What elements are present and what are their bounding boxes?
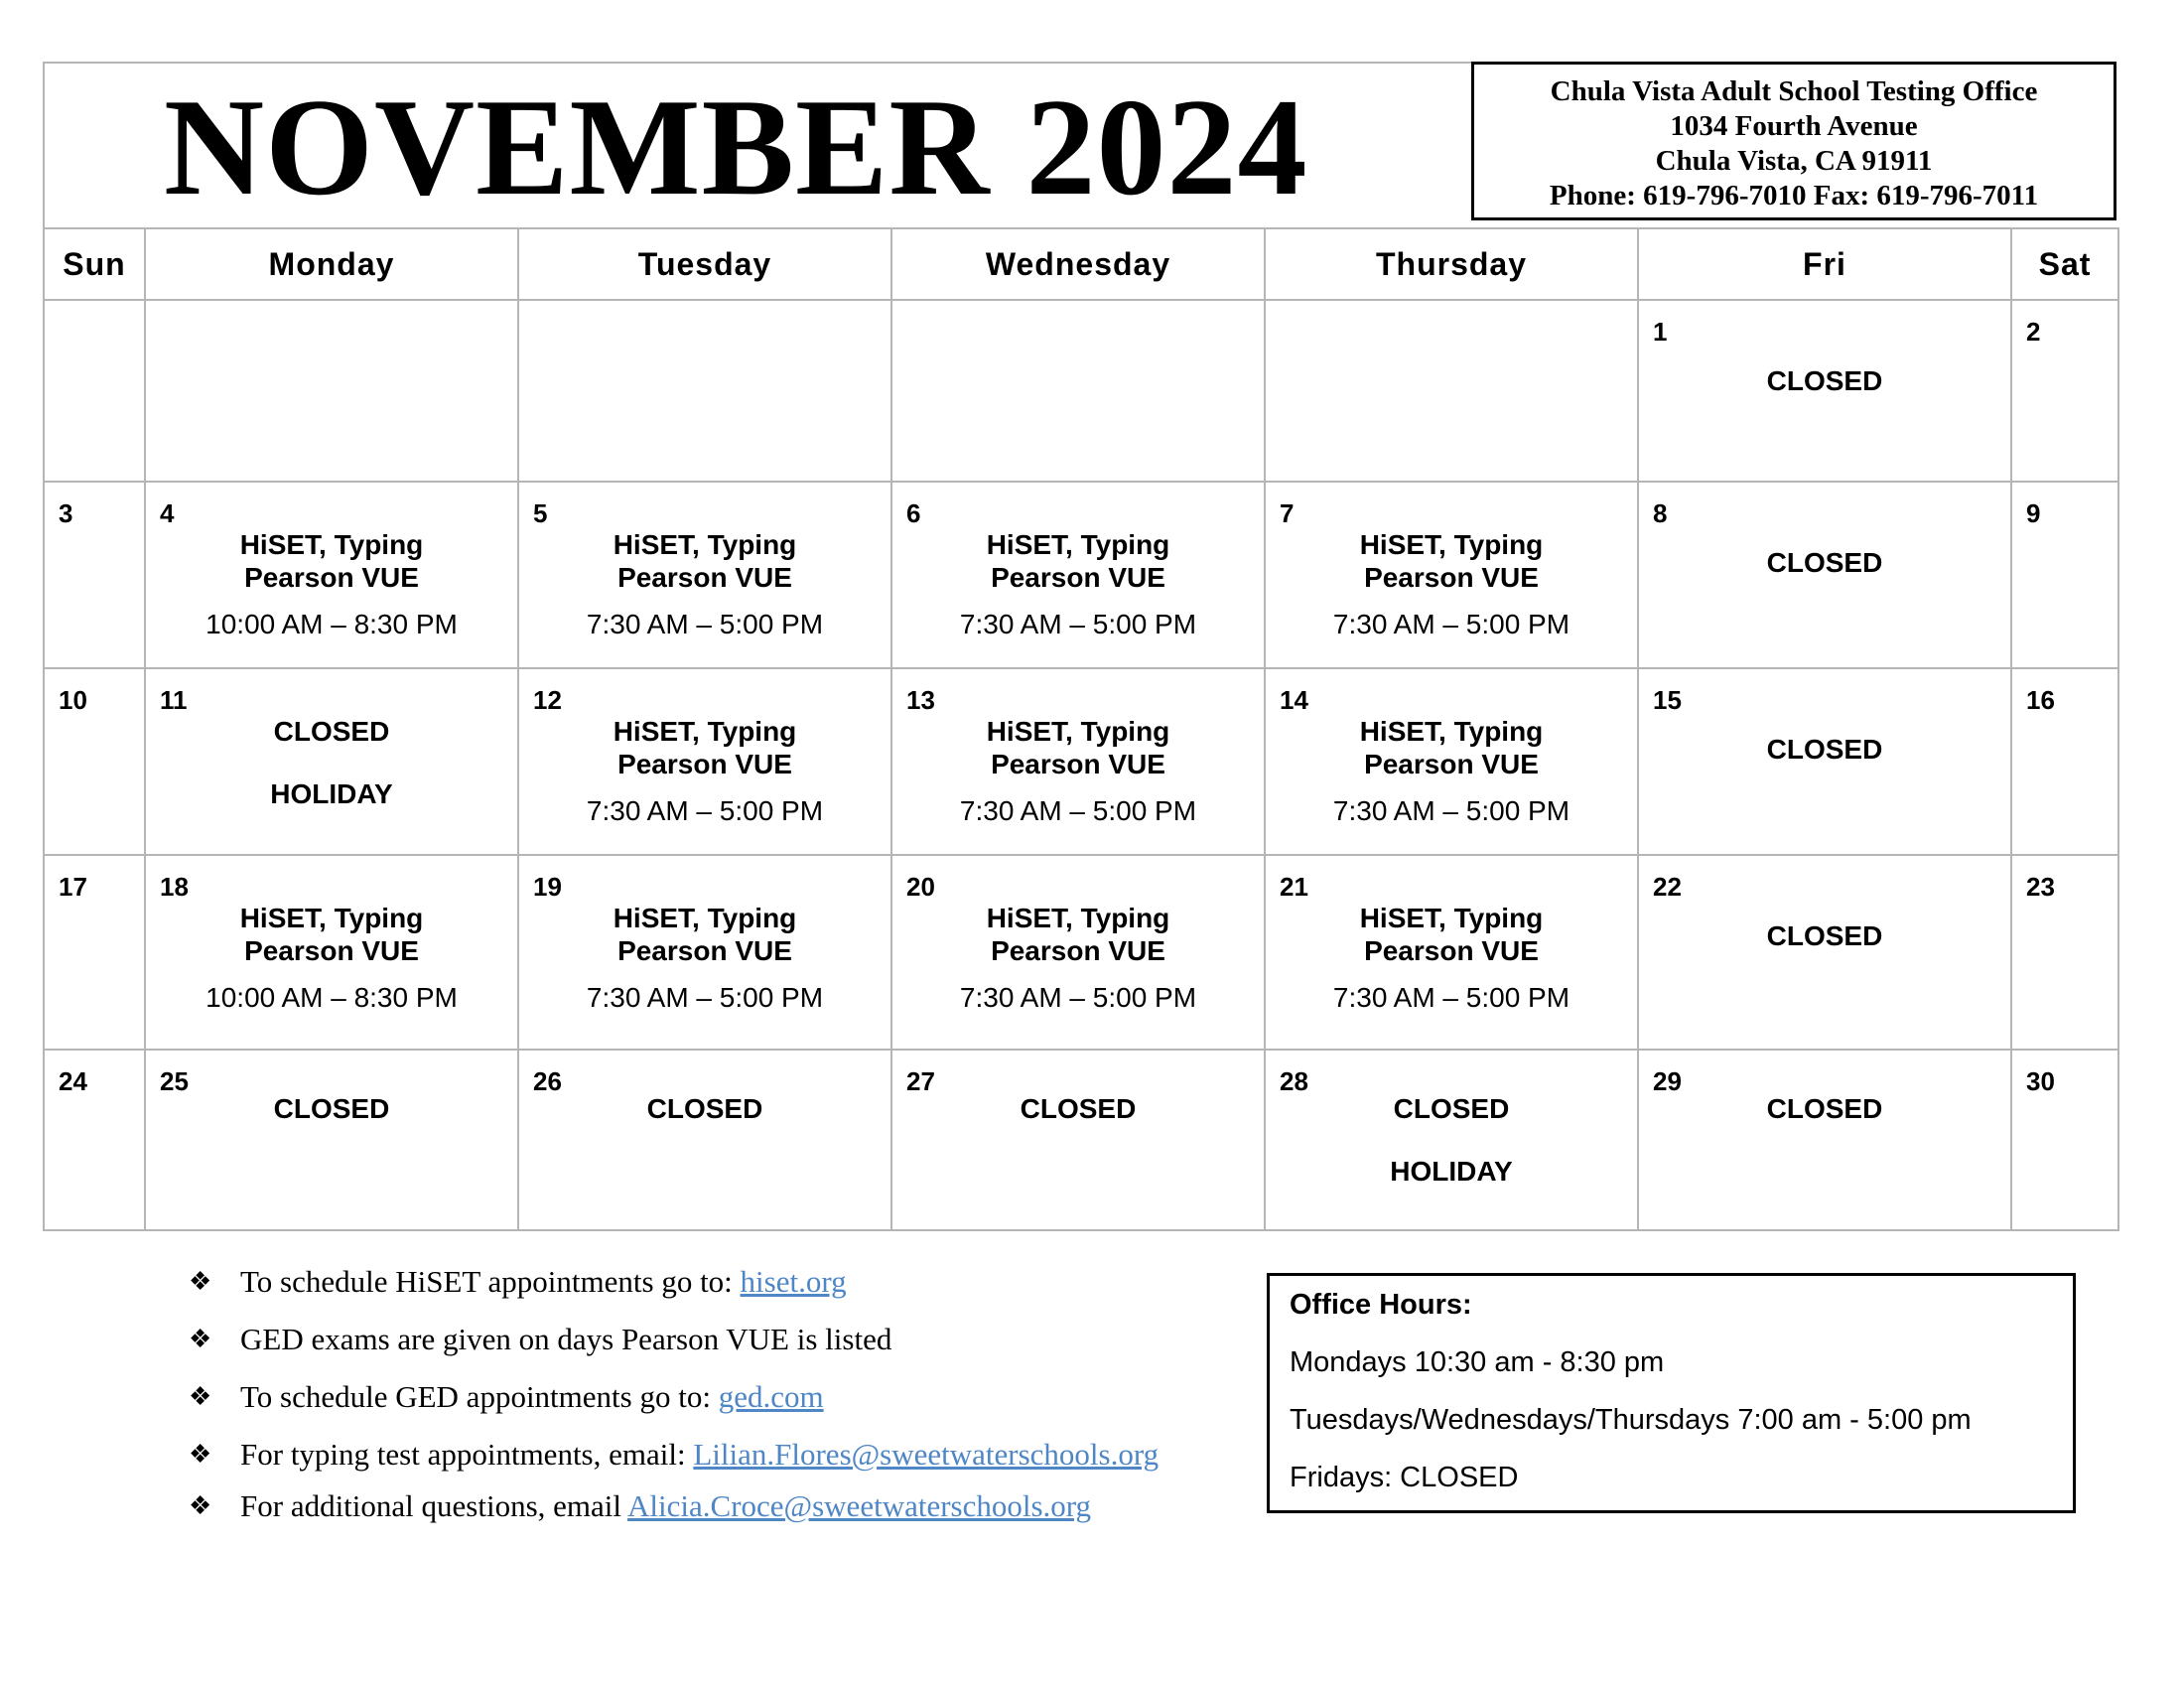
day-number: 21 (1280, 872, 1308, 902)
office-hours-box (1267, 1273, 2076, 1513)
exam-hours: 10:00 AM – 8:30 PM (205, 982, 458, 1013)
weekday-header: Fri (1638, 228, 2011, 300)
exam-types: HiSET, Typing (613, 716, 797, 747)
empty-day-cell (518, 300, 891, 482)
day-cell (1638, 855, 2011, 1050)
diamond-bullet-icon: ❖ (189, 1382, 212, 1411)
office-name: Chula Vista Adult School Testing Office (1550, 75, 2038, 107)
day-status: CLOSED (273, 1093, 390, 1124)
week-row (44, 668, 2118, 855)
day-number: 5 (533, 498, 548, 528)
day-cell (44, 1050, 145, 1230)
day-cell (1638, 668, 2011, 855)
day-status: CLOSED (1393, 1093, 1510, 1124)
day-cell (1638, 1050, 2011, 1230)
exam-provider: Pearson VUE (617, 562, 792, 593)
title-cell (43, 62, 1482, 228)
hiset-link[interactable]: hiset.org (740, 1264, 847, 1299)
day-number: 30 (2026, 1066, 2055, 1096)
notes-list (189, 1263, 1241, 1545)
office-address: 1034 Fourth Avenue (1670, 110, 1918, 142)
exam-types: HiSET, Typing (613, 529, 797, 560)
day-number: 9 (2026, 498, 2041, 528)
exam-provider: Pearson VUE (991, 749, 1165, 779)
day-cell (1265, 855, 1638, 1050)
exam-hours: 7:30 AM – 5:00 PM (586, 795, 824, 826)
day-number: 28 (1280, 1066, 1308, 1096)
day-number: 8 (1653, 498, 1668, 528)
day-cell (2011, 482, 2118, 668)
day-cell (518, 668, 891, 855)
diamond-bullet-icon: ❖ (189, 1491, 212, 1520)
note-text: To schedule HiSET appointments go to: (240, 1264, 741, 1299)
day-number: 7 (1280, 498, 1295, 528)
week-row (44, 1050, 2118, 1230)
diamond-bullet-icon: ❖ (189, 1267, 212, 1296)
exam-hours: 7:30 AM – 5:00 PM (586, 982, 824, 1013)
empty-day-cell (891, 300, 1265, 482)
day-number: 18 (160, 872, 189, 902)
exam-hours: 7:30 AM – 5:00 PM (959, 609, 1197, 639)
day-status: CLOSED (646, 1093, 763, 1124)
day-number: 12 (533, 685, 562, 715)
day-status: CLOSED (1766, 365, 1883, 396)
day-number: 11 (160, 685, 188, 715)
day-status: CLOSED (1766, 734, 1883, 765)
day-cell (891, 1050, 1265, 1230)
day-number: 19 (533, 872, 562, 902)
day-number: 20 (906, 872, 935, 902)
empty-day-cell (145, 300, 518, 482)
day-cell (1265, 482, 1638, 668)
day-cell (1265, 668, 1638, 855)
day-status: CLOSED (1020, 1093, 1137, 1124)
note-text: GED exams are given on days Pearson VUE is listed (240, 1322, 892, 1356)
day-cell (44, 668, 145, 855)
holiday-label: HOLIDAY (270, 778, 393, 809)
exam-types: HiSET, Typing (239, 903, 424, 933)
day-cell (145, 855, 518, 1050)
day-number: 2 (2026, 317, 2041, 347)
exam-hours: 7:30 AM – 5:00 PM (586, 609, 824, 639)
list-item (189, 1487, 1241, 1545)
list-item (189, 1436, 1241, 1487)
day-status: CLOSED (1766, 920, 1883, 951)
exam-provider: Pearson VUE (244, 935, 419, 966)
exam-hours: 10:00 AM – 8:30 PM (205, 609, 458, 639)
day-cell (1638, 300, 2011, 482)
calendar-grid (43, 227, 2119, 1231)
week-row (44, 855, 2118, 1050)
exam-hours: 7:30 AM – 5:00 PM (1332, 609, 1570, 639)
day-cell (891, 668, 1265, 855)
day-number: 1 (1653, 317, 1668, 347)
day-cell (145, 668, 518, 855)
day-cell (2011, 855, 2118, 1050)
day-cell (1265, 1050, 1638, 1230)
office-contact: Phone: 619-796-7010 Fax: 619-796-7011 (1549, 180, 2039, 211)
office-hours-line: Mondays 10:30 am - 8:30 pm (1290, 1346, 1665, 1378)
exam-types: HiSET, Typing (613, 903, 797, 933)
day-cell (44, 482, 145, 668)
office-hours-heading: Office Hours: (1290, 1289, 1472, 1321)
empty-day-cell (44, 300, 145, 482)
weekday-header: Monday (145, 228, 518, 300)
day-number: 26 (533, 1066, 562, 1096)
list-item (189, 1321, 1241, 1378)
exam-hours: 7:30 AM – 5:00 PM (1332, 982, 1570, 1013)
exam-types: HiSET, Typing (986, 529, 1170, 560)
day-number: 10 (59, 685, 87, 715)
exam-hours: 7:30 AM – 5:00 PM (959, 982, 1197, 1013)
office-city: Chula Vista, CA 91911 (1655, 145, 1933, 177)
exam-types: HiSET, Typing (1359, 716, 1544, 747)
day-cell (145, 1050, 518, 1230)
day-number: 27 (906, 1066, 935, 1096)
exam-provider: Pearson VUE (991, 935, 1165, 966)
questions-email-link[interactable]: Alicia.Croce@sweetwaterschools.org (627, 1488, 1092, 1523)
day-status: CLOSED (1766, 1093, 1883, 1124)
day-cell (145, 482, 518, 668)
exam-types: HiSET, Typing (986, 903, 1170, 933)
empty-day-cell (1265, 300, 1638, 482)
exam-types: HiSET, Typing (239, 529, 424, 560)
exam-provider: Pearson VUE (244, 562, 419, 593)
weekday-header-row (44, 228, 2118, 300)
page-title: NOVEMBER 2024 (164, 70, 1308, 224)
typing-email-link[interactable]: Lilian.Flores@sweetwaterschools.org (693, 1437, 1160, 1472)
weekday-header: Wednesday (891, 228, 1265, 300)
day-status: CLOSED (1766, 547, 1883, 578)
day-number: 16 (2026, 685, 2055, 715)
exam-provider: Pearson VUE (991, 562, 1165, 593)
note-text: To schedule GED appointments go to: (240, 1379, 719, 1414)
note-text: For additional questions, email (240, 1488, 628, 1523)
day-cell (2011, 668, 2118, 855)
exam-provider: Pearson VUE (617, 935, 792, 966)
week-row (44, 300, 2118, 482)
day-number: 14 (1280, 685, 1308, 715)
note-text: For typing test appointments, email: (240, 1437, 694, 1472)
exam-provider: Pearson VUE (1364, 749, 1539, 779)
exam-provider: Pearson VUE (1364, 935, 1539, 966)
exam-provider: Pearson VUE (617, 749, 792, 779)
day-number: 15 (1653, 685, 1682, 715)
exam-types: HiSET, Typing (1359, 529, 1544, 560)
day-number: 22 (1653, 872, 1682, 902)
day-status: CLOSED (273, 716, 390, 747)
office-info-box (1471, 62, 2116, 220)
exam-hours: 7:30 AM – 5:00 PM (959, 795, 1197, 826)
day-number: 3 (59, 498, 73, 528)
ged-link[interactable]: ged.com (718, 1379, 824, 1414)
day-cell (1638, 482, 2011, 668)
day-number: 29 (1653, 1066, 1682, 1096)
day-cell (518, 1050, 891, 1230)
exam-types: HiSET, Typing (1359, 903, 1544, 933)
weekday-header: Sat (2011, 228, 2118, 300)
day-number: 4 (160, 498, 175, 528)
day-number: 17 (59, 872, 87, 902)
day-cell (2011, 1050, 2118, 1230)
exam-hours: 7:30 AM – 5:00 PM (1332, 795, 1570, 826)
weekday-header: Tuesday (518, 228, 891, 300)
office-hours-line: Fridays: CLOSED (1290, 1462, 1519, 1493)
holiday-label: HOLIDAY (1390, 1156, 1513, 1187)
list-item (189, 1378, 1241, 1436)
day-cell (518, 482, 891, 668)
day-cell (518, 855, 891, 1050)
diamond-bullet-icon: ❖ (189, 1325, 212, 1353)
office-hours-line: Tuesdays/Wednesdays/Thursdays 7:00 am - 5:00 pm (1290, 1404, 1972, 1436)
day-number: 24 (59, 1066, 87, 1096)
exam-types: HiSET, Typing (986, 716, 1170, 747)
list-item (189, 1263, 1241, 1321)
day-number: 25 (160, 1066, 189, 1096)
exam-provider: Pearson VUE (1364, 562, 1539, 593)
day-number: 13 (906, 685, 935, 715)
weekday-header: Thursday (1265, 228, 1638, 300)
week-row (44, 482, 2118, 668)
diamond-bullet-icon: ❖ (189, 1440, 212, 1469)
day-number: 23 (2026, 872, 2055, 902)
day-cell (891, 482, 1265, 668)
day-number: 6 (906, 498, 921, 528)
weekday-header: Sun (44, 228, 145, 300)
day-cell (44, 855, 145, 1050)
day-cell (891, 855, 1265, 1050)
day-cell (2011, 300, 2118, 482)
